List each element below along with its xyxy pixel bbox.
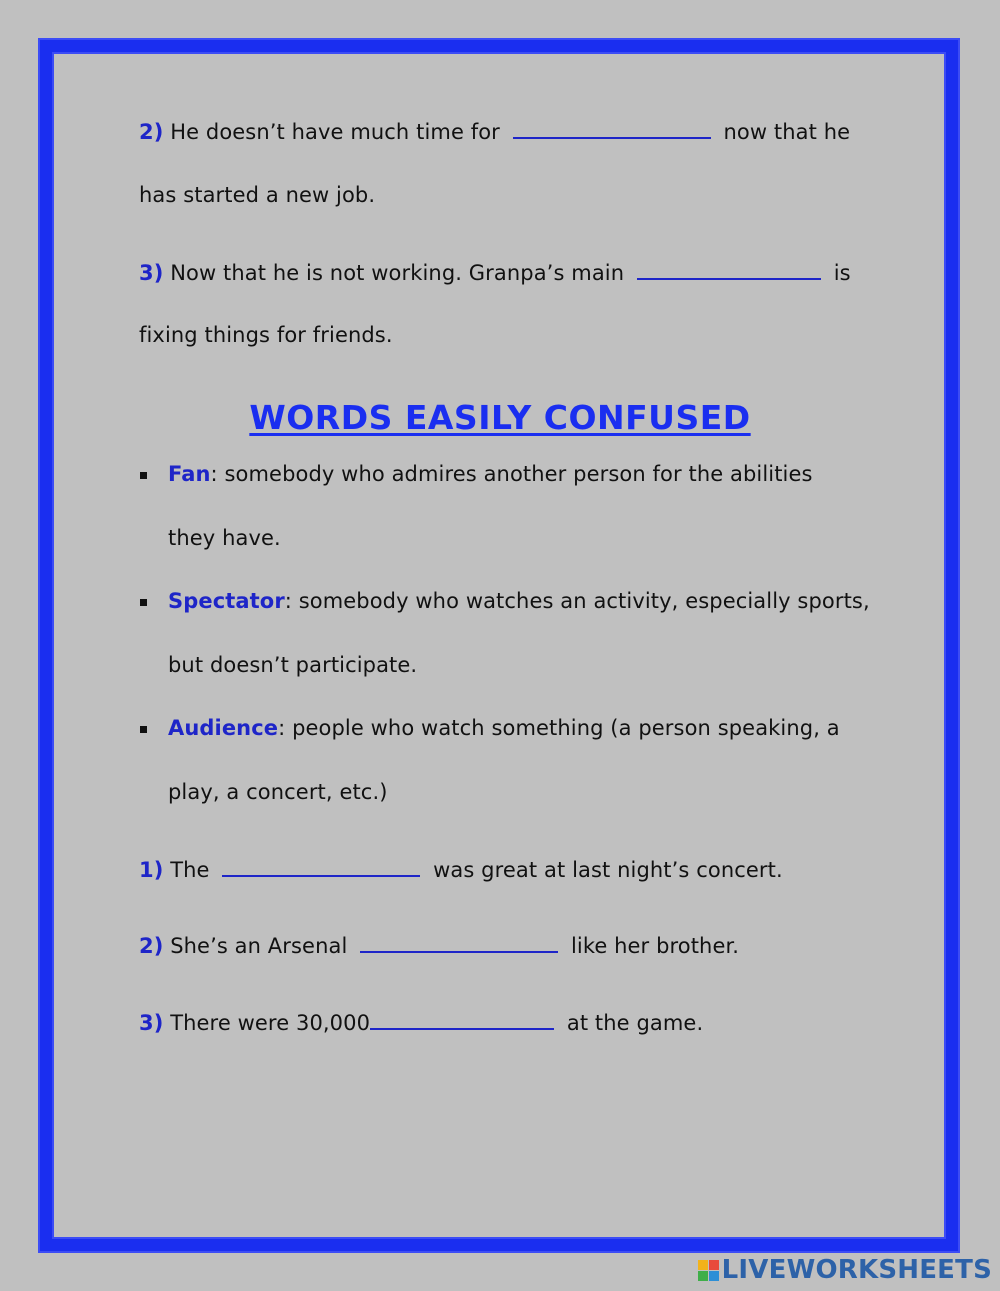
question-3-line xyxy=(139,260,851,285)
question-text: is xyxy=(833,261,851,285)
definition-audience xyxy=(168,716,840,740)
question-2-continuation: has started a new job. xyxy=(139,183,376,207)
answer-blank[interactable] xyxy=(222,857,420,877)
exercise-question-3 xyxy=(139,1010,703,1035)
bullet-icon xyxy=(140,726,147,733)
definition-spectator xyxy=(168,589,870,613)
question-text: Now that he is not working. Granpa’s main xyxy=(170,261,625,285)
answer-blank[interactable] xyxy=(637,260,821,280)
question-text: She’s an Arsenal xyxy=(170,934,348,958)
definition-term: Fan xyxy=(168,462,211,486)
definition-term: Audience xyxy=(168,716,279,740)
question-text: at the game. xyxy=(566,1011,704,1035)
definition-fan xyxy=(168,462,813,486)
definition-text: : somebody who watches an activity, especially sports, xyxy=(284,589,870,613)
definition-term: Spectator xyxy=(168,589,285,613)
answer-blank[interactable] xyxy=(513,119,711,139)
bullet-icon xyxy=(140,472,147,479)
question-number: 3) xyxy=(139,1011,164,1035)
exercise-question-2 xyxy=(139,933,739,958)
question-number: 1) xyxy=(139,858,164,882)
question-text: There were 30,000 xyxy=(170,1011,371,1035)
question-text: now that he xyxy=(723,120,851,144)
definition-fan-continuation: they have. xyxy=(168,526,281,550)
question-number: 3) xyxy=(139,261,164,285)
question-text: The xyxy=(170,858,210,882)
question-number: 2) xyxy=(139,934,164,958)
watermark-text: LIVEWORKSHEETS xyxy=(721,1255,992,1285)
bullet-icon xyxy=(140,599,147,606)
page-border-frame xyxy=(40,40,958,1251)
liveworksheets-watermark xyxy=(698,1255,992,1285)
question-3-continuation: fixing things for friends. xyxy=(139,323,393,347)
question-text: was great at last night’s concert. xyxy=(433,858,783,882)
definition-text: : people who watch something (a person speaking, a xyxy=(278,716,840,740)
question-text: He doesn’t have much time for xyxy=(170,120,500,144)
question-2-line xyxy=(139,119,850,144)
question-text: like her brother. xyxy=(570,934,740,958)
definition-text: : somebody who admires another person for the abilities xyxy=(210,462,813,486)
question-number: 2) xyxy=(139,120,164,144)
exercise-question-1 xyxy=(139,857,783,882)
section-title: WORDS EASILY CONFUSED xyxy=(249,398,751,437)
answer-blank[interactable] xyxy=(360,933,558,953)
definition-spectator-continuation: but doesn’t participate. xyxy=(168,653,418,677)
answer-blank[interactable] xyxy=(370,1010,554,1030)
liveworksheets-logo-icon xyxy=(698,1260,719,1281)
definition-audience-continuation: play, a concert, etc.) xyxy=(168,780,388,804)
